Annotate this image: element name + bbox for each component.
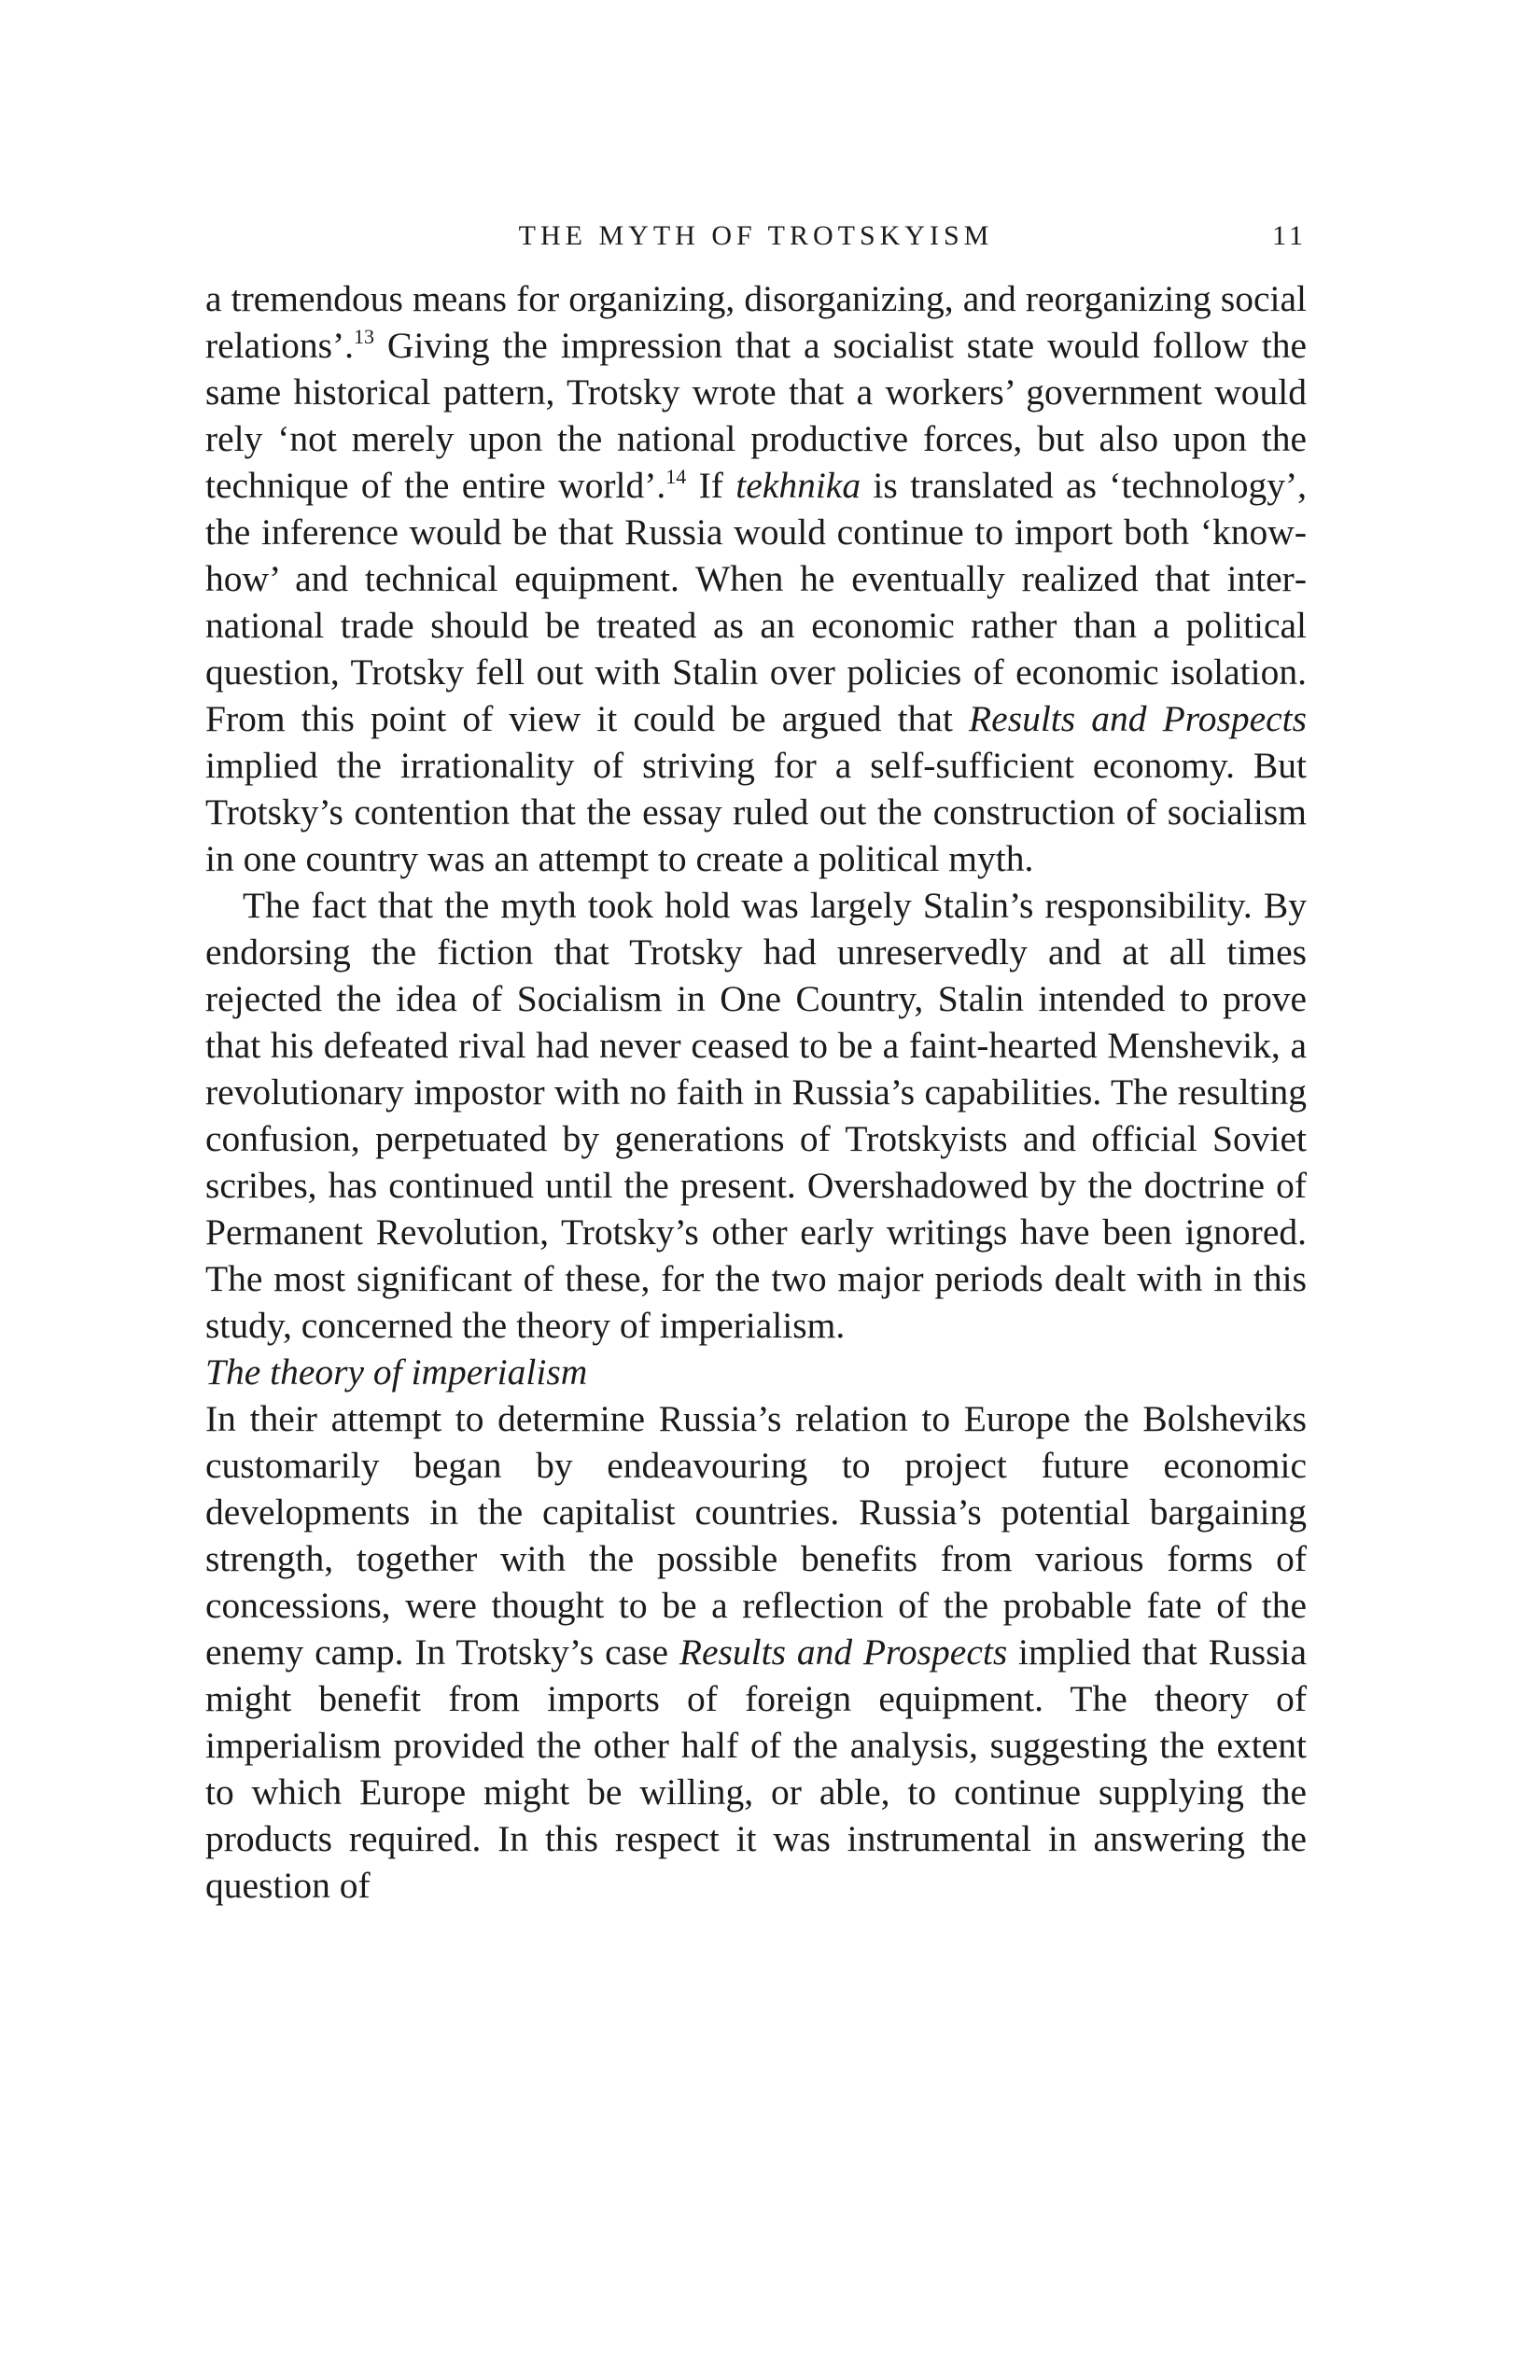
italic-term: tekhnika — [735, 465, 861, 506]
text-run: Giving the impression that a socialist state would follow the same historical pattern, Trotsky wrote that a workers’ government would rely ‘not merely upon the national productive forces, but also upon the technique of the entire world’. — [205, 325, 1307, 506]
italic-title: Results and Prospects — [679, 1631, 1008, 1673]
running-head — [205, 213, 1307, 259]
footnote-ref-14: 14 — [665, 465, 687, 488]
body-text — [205, 275, 1307, 1909]
text-run: If — [686, 465, 736, 506]
footnote-ref-13: 13 — [354, 325, 375, 348]
text-run: implied the irrationality of striving for a self-sufficient economy. But Trotsky’s contention that the essay ruled out the construction of socialism in one country was an attempt to create a political myth. — [205, 745, 1307, 879]
italic-title: Results and Prospects — [969, 698, 1307, 739]
text-run: implied that Russia might benefit from imports of foreign equipment. The theory of imperialism provided the other half of the analysis, suggesting the extent to which Europe might be willing, or able, to continue supplying the products required. In this respect it was instrumental in answering the question of — [205, 1631, 1307, 1906]
paragraph-2: The fact that the myth took hold was largely Stalin’s responsibility. By endorsing the fiction that Trotsky had unreservedly and at all times rejected the idea of Socialism in One Country, Stalin intended to prove that his defeated rival had never ceased to be a faint-hearted Menshevik, a revolutionary impostor with no faith in Russia’s capabilities. The resulting confusion, perpetuated by generations of Trotskyists and official Soviet scribes, has continued until the present. Overshadowed by the doctrine of Permanent Revolution, Trotsky’s other early writings have been ignored. The most significant of these, for the two major periods dealt with in this study, concerned the theory of imperialism. — [205, 885, 1307, 1346]
text-run: a tremendous means for organizing, disorganizing, and reorganizing social relations’. — [205, 278, 1307, 366]
paragraph-3 — [205, 1395, 1307, 1909]
text-run: is translated as ‘technology’, the inference would be that Russia would continue to import both ‘know-how’ and technical equipment. When he eventually realized that international trade should be treated as an economic rather than a political question, Trotsky fell out with Stalin over policies of economic isolation. From this point of view it could be argued that — [205, 465, 1307, 739]
section-heading: The theory of imperialism — [205, 1351, 588, 1393]
page-number: 11 — [1272, 220, 1307, 251]
paragraph-1 — [205, 275, 1307, 882]
running-title: THE MYTH OF TROTSKYISM — [518, 220, 994, 251]
text-run: In their attempt to determine Russia’s relation to Europe the Bolsheviks customarily began by endeavouring to project future economic developments in the capitalist countries. Russia’s potential bargaining strength, together with the possible benefits from various forms of concessions, were thought to be a reflection of the probable fate of the enemy camp. In Trotsky’s case — [205, 1398, 1307, 1673]
